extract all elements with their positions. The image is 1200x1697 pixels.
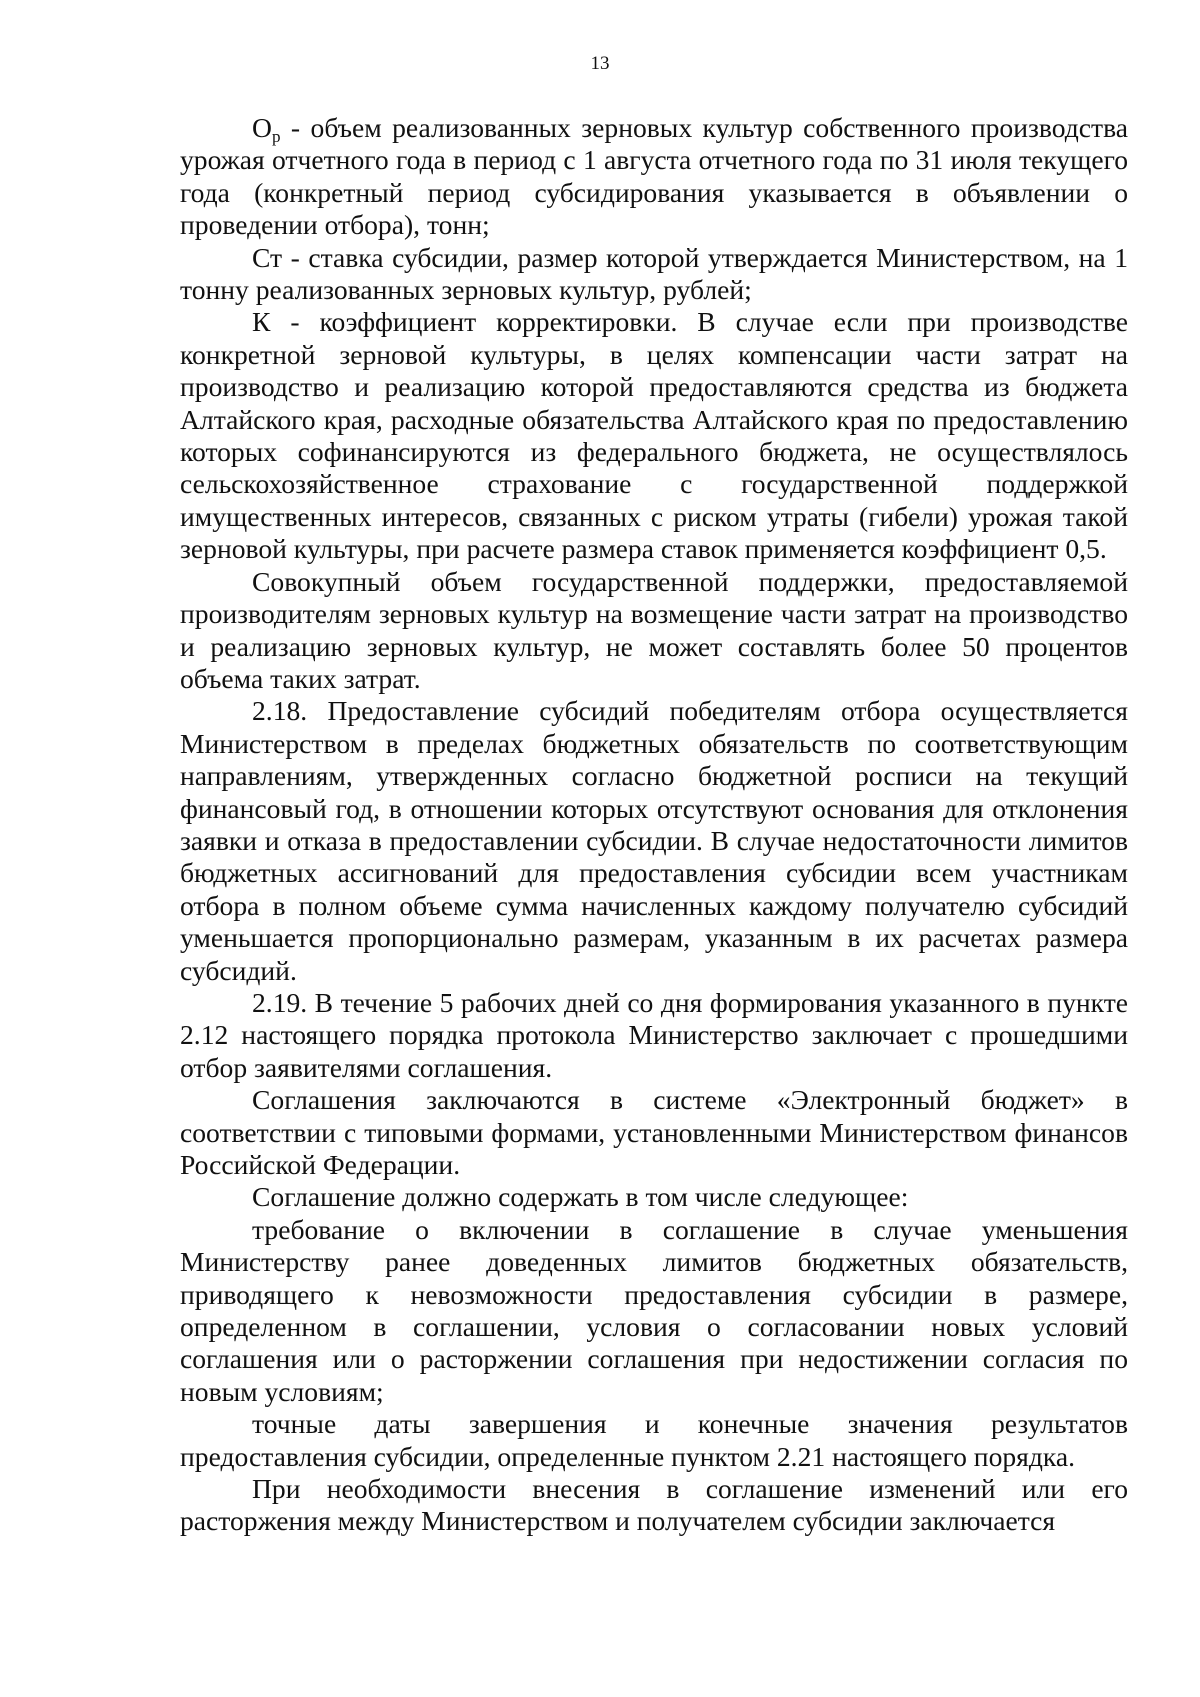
paragraph-exact-dates: точные даты завершения и конечные значения результатов предоставления субсидии, определенные пунктом 2.21 настоящего порядка. [180, 1408, 1128, 1472]
paragraph-op-definition [180, 112, 1128, 242]
paragraph-requirement: требование о включении в соглашение в случае уменьшения Министерству ранее доведенных лимитов бюджетных обязательств, приводящего к невозможности предоставления субсидии в размере, определенном в соглашении, условия о согласовании новых условий соглашения или о расторжении соглашения при недостижении согласия по новым условиям; [180, 1213, 1128, 1407]
paragraph-agreement-contents: Соглашение должно содержать в том числе следующее: [252, 1181, 909, 1213]
document-body [180, 112, 1128, 1538]
variable-subscript: р [271, 126, 281, 146]
paragraph-st-definition: Ст - ставка субсидии, размер которой утверждается Министерством, на 1 тонну реализованных зерновых культур, рублей; [180, 241, 1128, 306]
paragraph-2-19: 2.19. В течение 5 рабочих дней со дня формирования указанного в пункте 2.12 настоящего порядка протокола Министерство заключает с прошедшими отбор заявителями соглашения. [180, 986, 1128, 1083]
paragraph-2-18: 2.18. Предоставление субсидий победителям отбора осуществляется Министерством в пределах бюджетных обязательств по соответствующим направлениям, утвержденных согласно бюджетной росписи на текущий финансовый год, в отношении которых отсутствуют основания для отклонения заявки и отказа в предоставлении субсидии. В случае недостаточности лимитов бюджетных ассигнований для предоставления субсидии всем участникам отбора в полном объеме сумма начисленных каждому получателю субсидий уменьшается пропорционально размерам, указанным в их расчетах размера субсидий. [180, 695, 1128, 986]
paragraph-amendments: При необходимости внесения в соглашение изменений или его расторжения между Министерством и получателем субсидии заключается [180, 1473, 1128, 1537]
paragraph-agreements-system: Соглашения заключаются в системе «Электронный бюджет» в соответствии с типовыми формами, установленными Министерством финансов Российской Федерации. [180, 1084, 1128, 1180]
paragraph-total-support: Совокупный объем государственной поддержки, предоставляемой производителям зерновых культур на возмещение части затрат на производство и реализацию зерновых культур, не может составлять более 50 процентов объема таких затрат. [180, 565, 1128, 694]
paragraph-k-definition: К - коэффициент корректировки. В случае если при производстве конкретной зерновой культуры, в целях компенсации части затрат на производство и реализацию которой предоставляются средства из бюджета Алтайского края, расходные обязательства Алтайского края по предоставлению которых софинансируются из федерального бюджета, не осуществлялось сельскохозяйственное страхование с государственной поддержкой имущественных интересов, связанных с риском утраты (гибели) урожая такой зерновой культуры, при расчете размера ставок применяется коэффициент 0,5. [180, 306, 1128, 565]
paragraph-text: - объем реализованных зерновых культур собственного производства урожая отчетного года в период с 1 августа отчетного года по 31 июля текущего года (конкретный период субсидирования указывается в объявлении о проведении отбора), тонн; [180, 112, 1128, 241]
variable-symbol: О [252, 112, 272, 143]
page-number: 13 [590, 53, 610, 74]
